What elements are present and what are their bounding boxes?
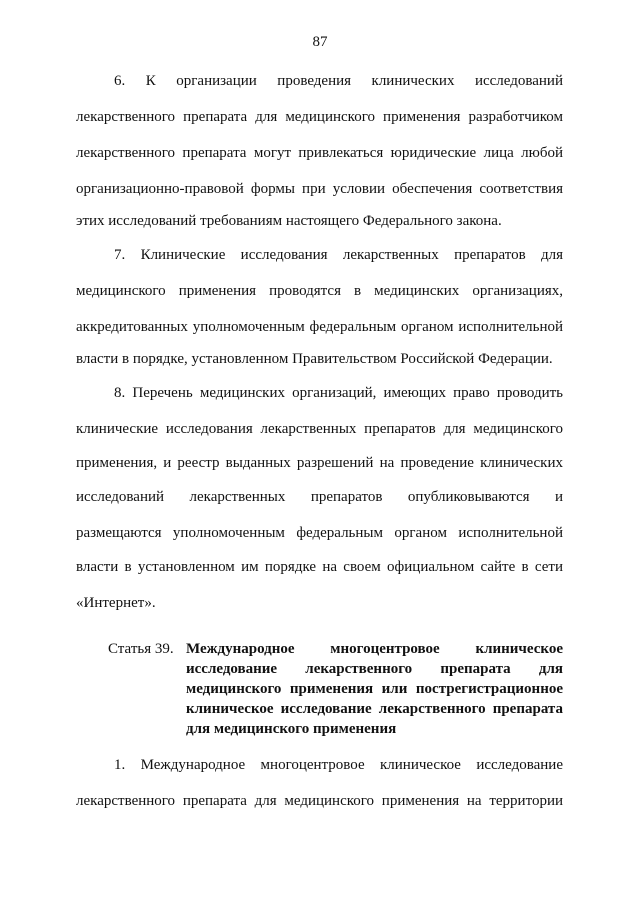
paragraph-8-line: 8. Перечень медицинских организаций, имеющих право проводить — [114, 385, 563, 401]
paragraph-7-line: власти в порядке, установленном Правительством Российской Федерации. — [76, 351, 553, 367]
paragraph-6-line: этих исследований требованиям настоящего Федерального закона. — [76, 213, 502, 229]
article-label: Статья 39. — [108, 641, 174, 657]
article-title-line: клиническое исследование лекарственного препарата — [186, 701, 563, 717]
paragraph-8-line: власти в установленном им порядке на своем официальном сайте в сети — [76, 559, 563, 575]
paragraph-6-line: организационно-правовой формы при условии обеспечения соответствия — [76, 181, 563, 197]
paragraph-8-line: исследований лекарственных препаратов опубликовываются и — [76, 489, 563, 505]
paragraph-8-line: размещаются уполномоченным федеральным органом исполнительной — [76, 525, 563, 541]
paragraph-6-line: 6. К организации проведения клинических исследований — [114, 73, 563, 89]
paragraph-8-line: «Интернет». — [76, 595, 156, 611]
article-title-line: для медицинского применения — [186, 721, 397, 737]
article-39-paragraph-1-line: лекарственного препарата для медицинского применения на территории — [76, 793, 563, 809]
paragraph-7-line: медицинского применения проводятся в медицинских организациях, — [76, 283, 563, 299]
article-title-line: медицинского применения или пострегистрационное — [186, 681, 563, 697]
paragraph-7-line: 7. Клинические исследования лекарственных препаратов для — [114, 247, 563, 263]
paragraph-6-line: лекарственного препарата могут привлекаться юридические лица любой — [76, 145, 563, 161]
paragraph-6-line: лекарственного препарата для медицинского применения разработчиком — [76, 109, 563, 125]
paragraph-7-line: аккредитованных уполномоченным федеральным органом исполнительной — [76, 319, 563, 335]
paragraph-8-line: клинические исследования лекарственных препаратов для медицинского — [76, 421, 563, 437]
article-39-paragraph-1-line: 1. Международное многоцентровое клиническое исследование — [114, 757, 563, 773]
paragraph-8-line: применения, и реестр выданных разрешений на проведение клинических — [76, 455, 563, 471]
article-title-line: Международное многоцентровое клиническое — [186, 641, 563, 657]
article-title-line: исследование лекарственного препарата для — [186, 661, 563, 677]
page-number: 87 — [312, 34, 328, 50]
